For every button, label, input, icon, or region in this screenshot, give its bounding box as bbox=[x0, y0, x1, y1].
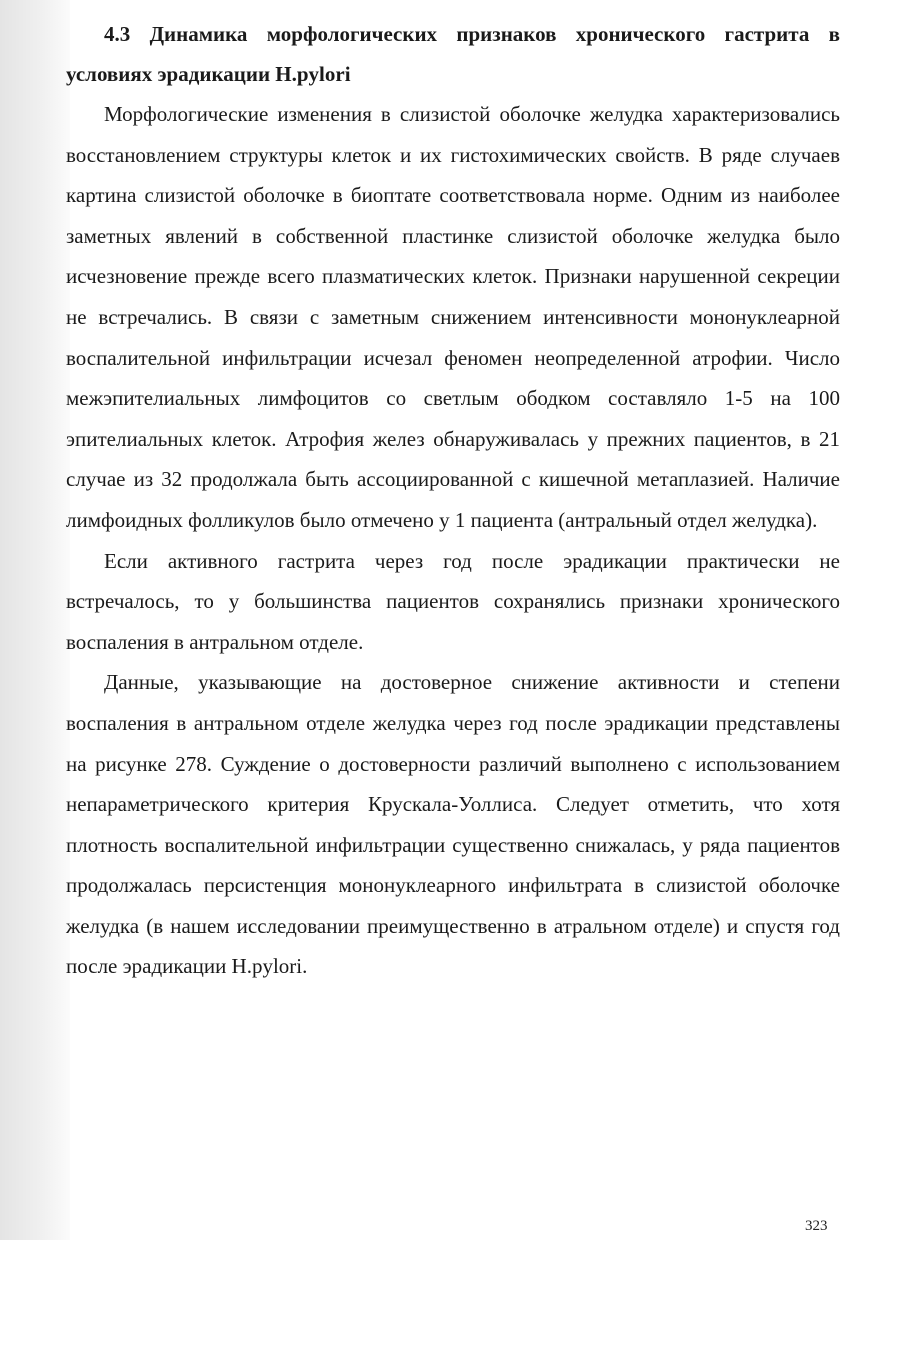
paragraph-data-figure: Данные, указывающие на достоверное снижение активности и степени воспаления в антральном отделе желудка через год после эрадикации представлены на рисунке 278. Суждение о достоверности различий выполнено с использованием непараметрического критерия Крускала-Уоллиса. Следует отметить, что хотя плотность воспалительной инфильтрации существенно снижалась, у ряда пациентов продолжалась персистенция мононуклеарного инфильтрата в слизистой оболочке желудка (в нашем исследовании преимущественно в атральном отделе) и спустя год после эрадикации H.pylori. bbox=[66, 670, 840, 979]
section-heading: 4.3 Динамика морфологических признаков хронического гастрита в условиях эрадикации H.pylori bbox=[66, 22, 840, 86]
paragraph-morphology: Морфологические изменения в слизистой оболочке желудка характеризовались восстановлением структуры клеток и их гистохимических свойств. В ряде случаев картина слизистой оболочке в биоптате соответствовала норме. Одним из наиболее заметных явлений в собственной пластинке слизистой оболочке желудка было исчезновение прежде всего плазматических клеток. Признаки нарушенной секреции не встречались. В связи с заметным снижением интенсивности мононуклеарной воспалительной инфильтрации исчезал феномен неопределенной атрофии. Число межэпителиальных лимфоцитов со светлым ободком составляло 1-5 на 100 эпителиальных клеток. Атрофия желез обнаруживалась у прежних пациентов, в 21 случае из 32 продолжала быть ассоциированной с кишечной метаплазией. Наличие лимфоидных фолликулов было отмечено у 1 пациента (антральный отдел желудка). bbox=[66, 102, 840, 532]
page-number: 323 bbox=[805, 1218, 828, 1234]
paragraph-active-gastritis: Если активного гастрита через год после эрадикации практически не встречалось, то у большинства пациентов сохранялись признаки хронического воспаления в антральном отделе. bbox=[66, 548, 840, 654]
scan-edge-shadow bbox=[0, 0, 70, 1240]
document-page bbox=[66, 14, 840, 987]
